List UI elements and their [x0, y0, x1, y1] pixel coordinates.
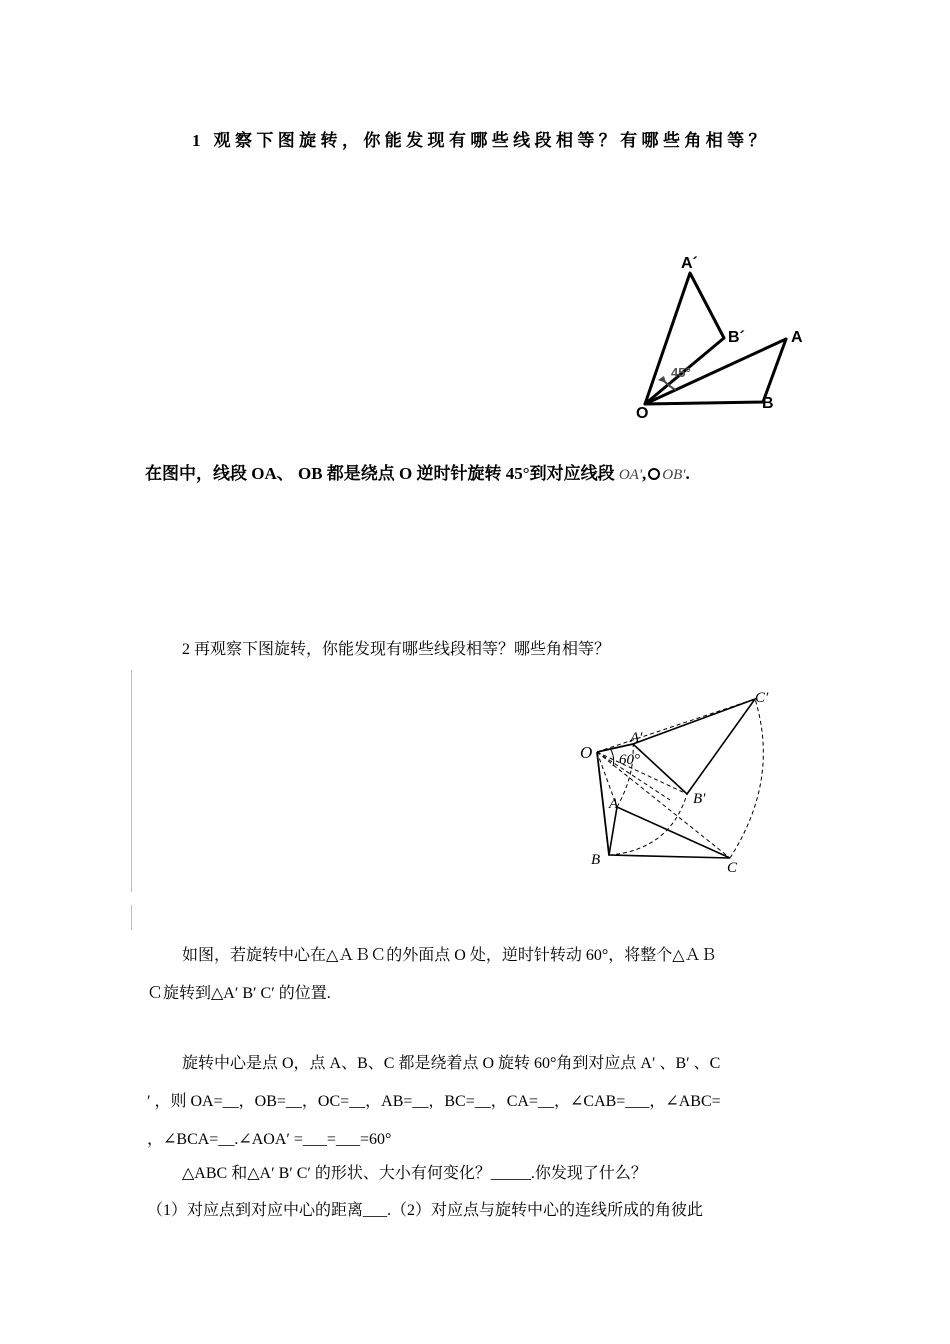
label-b-prime: B´ [728, 329, 745, 346]
paragraph-2-line-3: ，∠BCA=__.∠AOA′ =___=___=60° [147, 1131, 392, 1148]
angle-arrow-icon [658, 376, 666, 383]
paragraph-3-line-2: （1）对应点到对应中心的距离___.（2）对应点与旋转中心的连线所成的角彼此 [147, 1202, 704, 1219]
angle-label-60: 60° [619, 752, 640, 768]
statement-1-text: 在图中，线段 OA、 OB 都是绕点 O 逆时针旋转 45°到对应线段 [145, 464, 615, 483]
label-c-prime: C′ [755, 690, 769, 706]
segment-oa-prime [597, 744, 633, 752]
arc-c-to-c-prime [730, 699, 763, 858]
triangle-a-prime-b-prime-c-prime [633, 699, 755, 794]
circle-icon [648, 468, 660, 480]
paragraph-2-line-2: ′ ，则 OA=__，OB=__，OC=__，AB=__，BC=__，CA=__，∠CAB=___，∠ABC= [147, 1093, 721, 1110]
label-o: O [580, 743, 593, 762]
paragraph-3-line-1: △ABC 和△A′ B′ C′ 的形状、大小有何变化？_____.你发现了什么？ [182, 1165, 647, 1182]
rotation-figure-60 [575, 680, 790, 880]
paragraph-2-line-1: 旋转中心是点 O，点 A、B、C 都是绕着点 O 旋转 60°角到对应点 A′ 、B′ 、C [182, 1055, 721, 1072]
paragraph-1-line-1: 如图，若旋转中心在△ＡＢＣ的外面点 O 处，逆时针转动 60°，将整个△ＡＢ [182, 947, 717, 964]
label-a-prime: A′ [630, 730, 643, 746]
paragraph-1-line-2: Ｃ旋转到△A′ B′ C′ 的位置. [147, 985, 331, 1002]
label-b: B [762, 395, 774, 412]
label-o: O [636, 405, 649, 420]
question-2-title: 2 再观察下图旋转，你能发现有哪些线段相等？哪些角相等？ [182, 641, 611, 658]
statement-1: 在图中，线段 OA、 OB 都是绕点 O 逆时针旋转 45°到对应线段 OA', OB'. [145, 464, 690, 483]
label-b: B [591, 852, 601, 868]
margin-line-short [131, 905, 132, 930]
label-b-prime: B′ [693, 791, 706, 807]
dashed-oc-prime [597, 699, 755, 752]
margin-line [131, 670, 132, 892]
math-ob-prime: OB' [662, 467, 686, 483]
angle-label-45: 45° [671, 365, 691, 380]
label-a: A [791, 329, 803, 346]
math-oa-prime: OA' [618, 467, 643, 483]
arc-b-to-b-prime [609, 794, 687, 855]
statement-1-end: . [685, 464, 690, 483]
label-c: C [727, 860, 738, 876]
label-a: A [609, 796, 619, 812]
angle-arc-60 [611, 750, 614, 766]
question-1-title: 1 观察下图旋转，你能发现有哪些线段相等？有哪些角相等？ [192, 131, 770, 150]
rotation-figure-45 [620, 240, 820, 420]
label-a-prime: A´ [681, 255, 698, 272]
triangle-abc [609, 807, 730, 858]
